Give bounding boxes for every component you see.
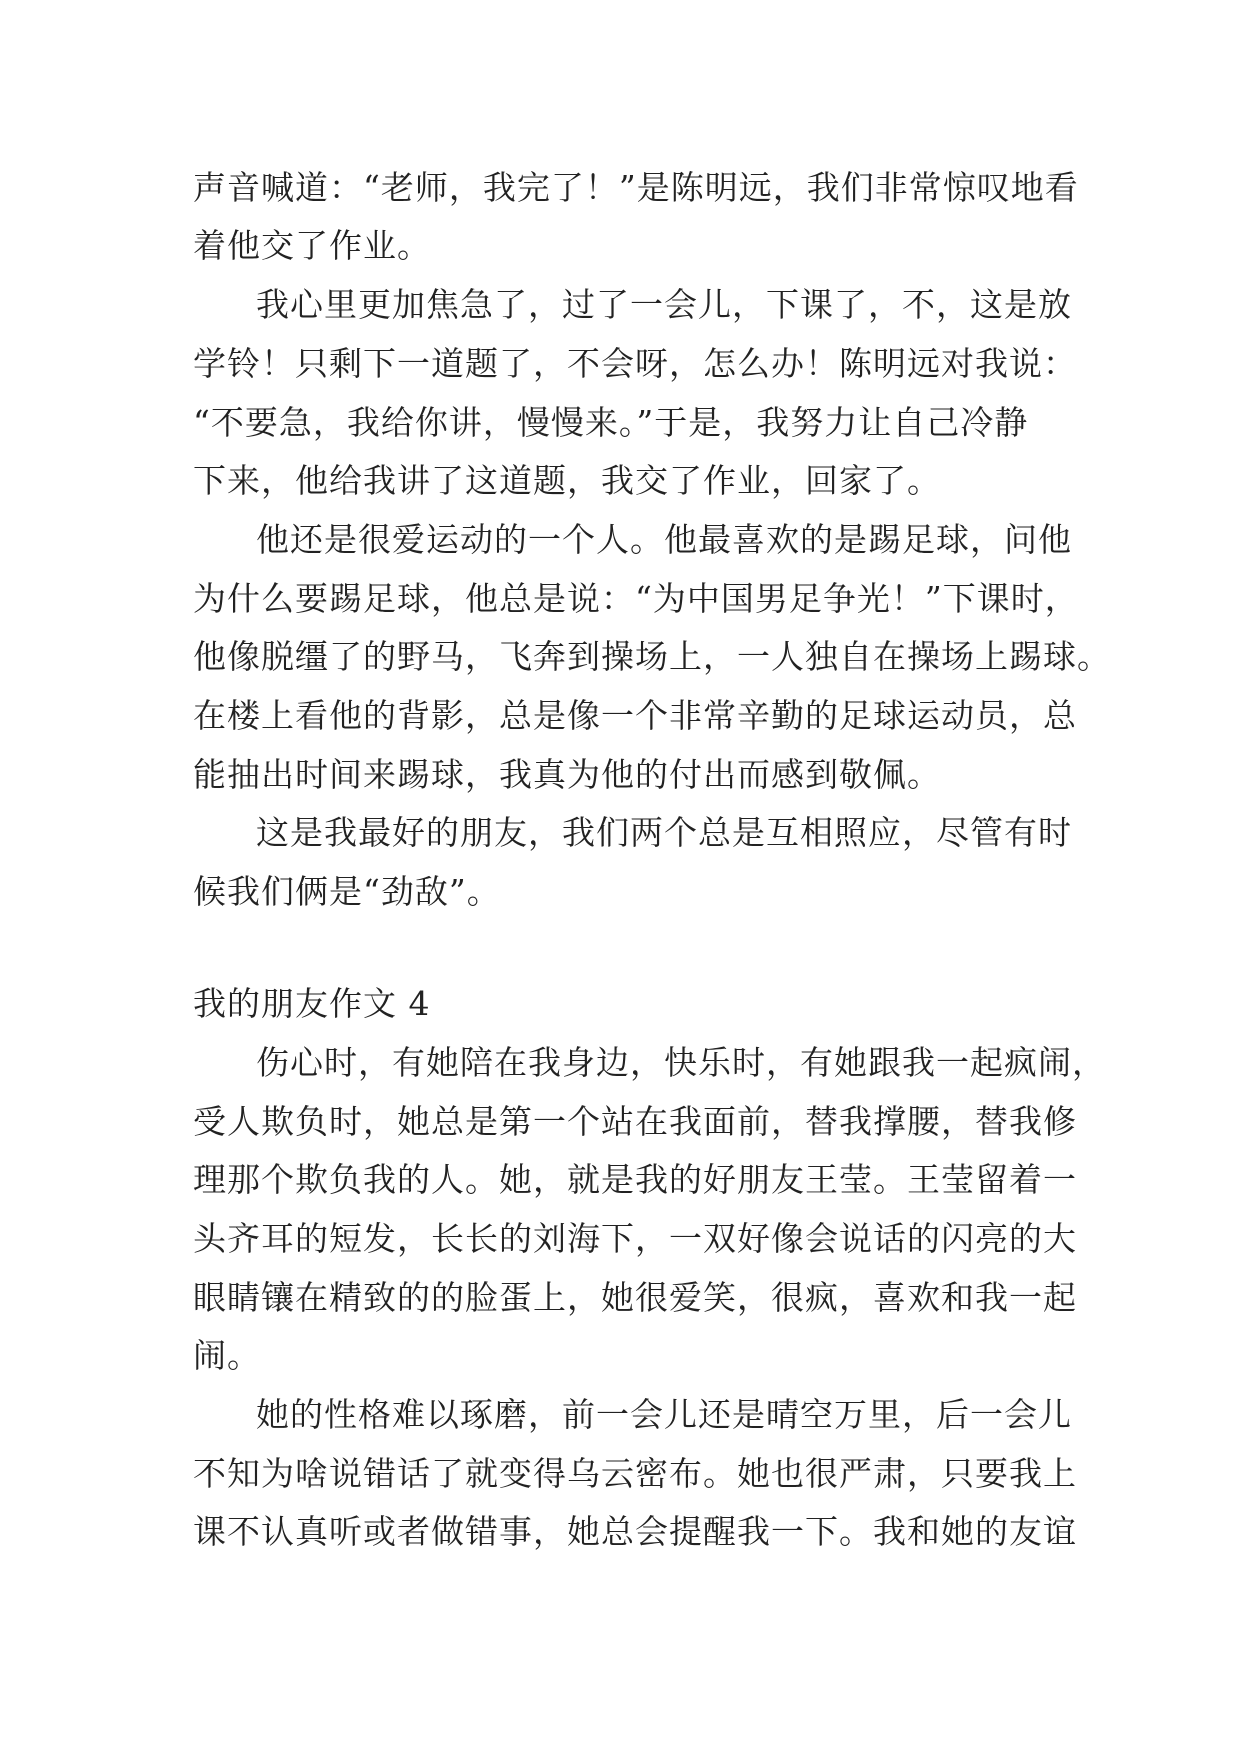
text-line: 能抽出时间来踢球，我真为他的付出而感到敬佩。 [193, 755, 941, 794]
paragraph-first-line: 我心里更加焦急了，过了一会儿，下课了，不，这是放 [256, 285, 1072, 324]
paragraph-first-line: 他还是很爱运动的一个人。他最喜欢的是踢足球，问他 [256, 520, 1072, 559]
text-line: 头齐耳的短发，长长的刘海下，一双好像会说话的闪亮的大 [193, 1219, 1077, 1258]
section-heading: 我的朋友作文 4 [193, 984, 431, 1023]
text-line: 候我们俩是“劲敌”。 [193, 872, 501, 911]
text-line: 学铃！只剩下一道题了，不会呀，怎么办！陈明远对我说： [193, 344, 1077, 383]
paragraph-first-line: 伤心时，有她陪在我身边，快乐时，有她跟我一起疯闹， [256, 1043, 1106, 1082]
text-line: 眼睛镶在精致的的脸蛋上，她很爱笑，很疯，喜欢和我一起 [193, 1278, 1077, 1317]
text-line: “不要急，我给你讲，慢慢来。”于是，我努力让自己冷静 [193, 403, 1029, 442]
paragraph-first-line: 她的性格难以琢磨，前一会儿还是晴空万里，后一会儿 [256, 1395, 1072, 1434]
text-line: 不知为啥说错话了就变得乌云密布。她也很严肃，只要我上 [193, 1454, 1077, 1493]
text-line: 受人欺负时，她总是第一个站在我面前，替我撑腰，替我修 [193, 1102, 1077, 1141]
text-line: 课不认真听或者做错事，她总会提醒我一下。我和她的友谊 [193, 1512, 1077, 1551]
paragraph-first-line: 这是我最好的朋友，我们两个总是互相照应，尽管有时 [256, 813, 1072, 852]
text-line: 下来，他给我讲了这道题，我交了作业，回家了。 [193, 461, 941, 500]
text-line: 为什么要踢足球，他总是说：“为中国男足争光！”下课时， [193, 579, 1079, 618]
text-line: 闹。 [193, 1336, 261, 1375]
text-line: 理那个欺负我的人。她，就是我的好朋友王莹。王莹留着一 [193, 1160, 1077, 1199]
text-line: 他像脱缰了的野马，飞奔到操场上，一人独自在操场上踢球。 [193, 637, 1111, 676]
text-line: 着他交了作业。 [193, 226, 431, 265]
text-line: 声音喊道：“老师，我完了！”是陈明远，我们非常惊叹地看 [193, 168, 1079, 207]
text-line: 在楼上看他的背影，总是像一个非常辛勤的足球运动员，总 [193, 696, 1077, 735]
